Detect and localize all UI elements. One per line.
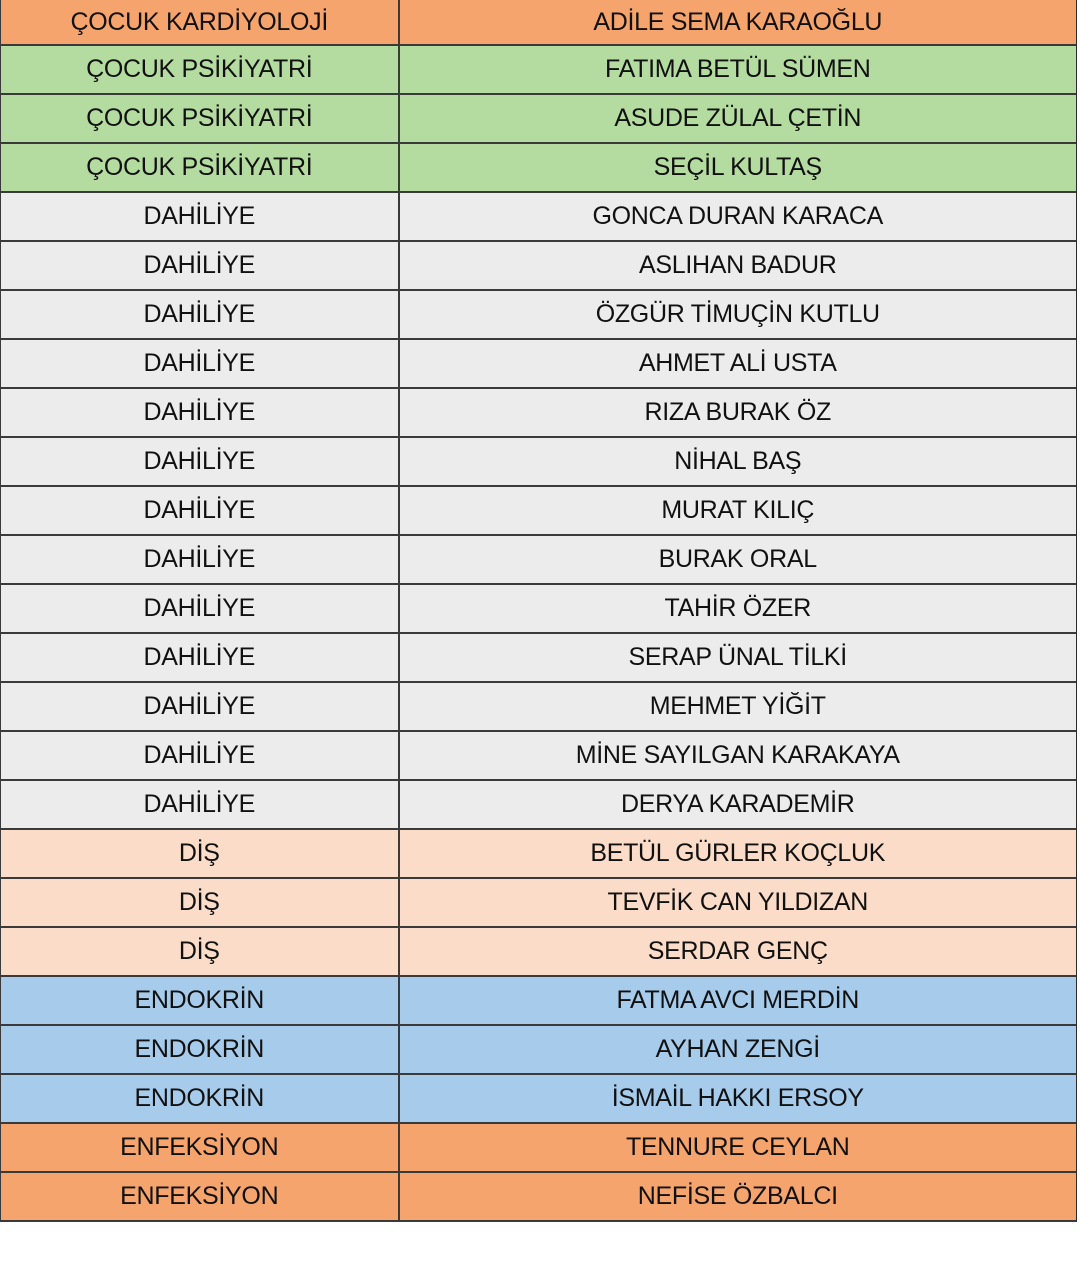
- doctor-name-cell: ASUDE ZÜLAL ÇETİN: [399, 94, 1078, 143]
- doctor-name-cell: SERAP ÜNAL TİLKİ: [399, 633, 1078, 682]
- department-cell: DAHİLİYE: [1, 731, 399, 780]
- table-row: [1, 584, 1078, 633]
- table-row: [1, 143, 1078, 192]
- department-cell: ENFEKSİYON: [1, 1123, 399, 1172]
- department-cell: ÇOCUK PSİKİYATRİ: [1, 143, 399, 192]
- doctor-name-cell: BURAK ORAL: [399, 535, 1078, 584]
- department-cell: ENFEKSİYON: [1, 1172, 399, 1221]
- doctor-name-cell: SERDAR GENÇ: [399, 927, 1078, 976]
- doctor-name-cell: ASLIHAN BADUR: [399, 241, 1078, 290]
- table-row: [1, 0, 1078, 45]
- table-row: [1, 437, 1078, 486]
- doctor-name-cell: TAHİR ÖZER: [399, 584, 1078, 633]
- department-cell: ENDOKRİN: [1, 1074, 399, 1123]
- table-row: [1, 829, 1078, 878]
- table-row: [1, 780, 1078, 829]
- table-row: [1, 339, 1078, 388]
- department-cell: DİŞ: [1, 927, 399, 976]
- table-row: [1, 1123, 1078, 1172]
- department-cell: DAHİLİYE: [1, 633, 399, 682]
- doctor-name-cell: NEFİSE ÖZBALCI: [399, 1172, 1078, 1221]
- doctor-name-cell: RIZA BURAK ÖZ: [399, 388, 1078, 437]
- doctor-name-cell: AHMET ALİ USTA: [399, 339, 1078, 388]
- table-row: [1, 976, 1078, 1025]
- department-cell: ENDOKRİN: [1, 1025, 399, 1074]
- table-row: [1, 486, 1078, 535]
- table-row: [1, 1074, 1078, 1123]
- table-row: [1, 192, 1078, 241]
- department-cell: DİŞ: [1, 878, 399, 927]
- department-cell: DAHİLİYE: [1, 339, 399, 388]
- doctor-name-cell: MİNE SAYILGAN KARAKAYA: [399, 731, 1078, 780]
- doctor-name-cell: TENNURE CEYLAN: [399, 1123, 1078, 1172]
- doctor-name-cell: BETÜL GÜRLER KOÇLUK: [399, 829, 1078, 878]
- department-cell: DAHİLİYE: [1, 486, 399, 535]
- doctor-name-cell: ADİLE SEMA KARAOĞLU: [399, 0, 1078, 45]
- table-row: [1, 1172, 1078, 1221]
- doctor-name-cell: DERYA KARADEMİR: [399, 780, 1078, 829]
- doctor-name-cell: TEVFİK CAN YILDIZAN: [399, 878, 1078, 927]
- doctor-name-cell: SEÇİL KULTAŞ: [399, 143, 1078, 192]
- table-row: [1, 535, 1078, 584]
- department-cell: ÇOCUK PSİKİYATRİ: [1, 94, 399, 143]
- department-cell: DAHİLİYE: [1, 290, 399, 339]
- doctor-name-cell: FATIMA BETÜL SÜMEN: [399, 45, 1078, 94]
- doctor-name-cell: MURAT KILIÇ: [399, 486, 1078, 535]
- department-cell: DAHİLİYE: [1, 437, 399, 486]
- table-row: [1, 45, 1078, 94]
- department-cell: DAHİLİYE: [1, 584, 399, 633]
- table-row: [1, 633, 1078, 682]
- department-cell: DİŞ: [1, 829, 399, 878]
- department-cell: ENDOKRİN: [1, 976, 399, 1025]
- department-cell: DAHİLİYE: [1, 535, 399, 584]
- table-row: [1, 94, 1078, 143]
- doctor-name-cell: İSMAİL HAKKI ERSOY: [399, 1074, 1078, 1123]
- doctor-name-cell: NİHAL BAŞ: [399, 437, 1078, 486]
- table-row: [1, 1025, 1078, 1074]
- doctor-name-cell: GONCA DURAN KARACA: [399, 192, 1078, 241]
- table-row: [1, 290, 1078, 339]
- department-cell: ÇOCUK KARDİYOLOJİ: [1, 0, 399, 45]
- department-cell: DAHİLİYE: [1, 388, 399, 437]
- department-cell: DAHİLİYE: [1, 682, 399, 731]
- table-row: [1, 682, 1078, 731]
- doctor-name-cell: MEHMET YİĞİT: [399, 682, 1078, 731]
- table-row: [1, 388, 1078, 437]
- department-cell: DAHİLİYE: [1, 780, 399, 829]
- table-row: [1, 878, 1078, 927]
- table-body: [1, 0, 1078, 1221]
- department-cell: DAHİLİYE: [1, 192, 399, 241]
- department-cell: ÇOCUK PSİKİYATRİ: [1, 45, 399, 94]
- table-row: [1, 241, 1078, 290]
- doctor-name-cell: AYHAN ZENGİ: [399, 1025, 1078, 1074]
- table-row: [1, 731, 1078, 780]
- doctor-name-cell: FATMA AVCI MERDİN: [399, 976, 1078, 1025]
- doctor-name-cell: ÖZGÜR TİMUÇİN KUTLU: [399, 290, 1078, 339]
- department-cell: DAHİLİYE: [1, 241, 399, 290]
- table-row: [1, 927, 1078, 976]
